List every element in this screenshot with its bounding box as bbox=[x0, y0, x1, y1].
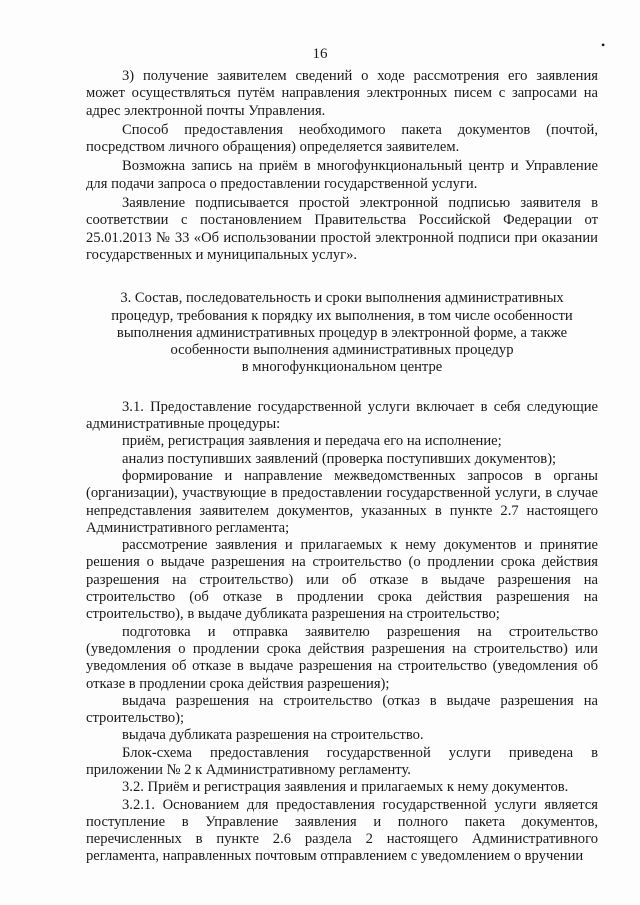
paragraph-3-2-1: 3.2.1. Основанием для предоставления государственной услуги является поступление в Управление заявления и полного пакета документов, перечисленных в пункте 2.6 раздела 2 настоящего Административного регламента, направленных почтовым отправлением с уведомлением о вручении bbox=[86, 796, 598, 865]
paragraph-tracking-info: 3) получение заявителем сведений о ходе рассмотрения его заявления может осуществляться путём направления электронных писем с запросами на адрес электронной почты Управления. bbox=[86, 68, 598, 119]
scan-mark: • bbox=[601, 38, 606, 52]
section-heading-line: в многофункциональном центре bbox=[241, 359, 443, 376]
section-heading bbox=[92, 290, 592, 376]
list-item: формирование и направление межведомственных запросов в органы (организации), участвующие в предоставлении государственной услуги, в случае непредставления заявителем документов, указанных в пункте 2.7 настоящего Административного регламента; bbox=[86, 467, 598, 536]
paragraph-3-1: 3.1. Предоставление государственной услуги включает в себя следующие административные процедуры: bbox=[86, 398, 598, 433]
section-heading-line: выполнения административных процедур в электронной форме, а также bbox=[116, 324, 568, 341]
list-item: приём, регистрация заявления и передача его на исполнение; bbox=[122, 433, 502, 450]
paragraph-flowchart: Блок-схема предоставления государственной услуги приведена в приложении № 2 к Административному регламенту. bbox=[86, 744, 598, 778]
section-heading-line: процедур, требования к порядку их выполнения, в том числе особенности bbox=[111, 307, 573, 324]
list-item: выдача разрешения на строительство (отказ в выдаче разрешения на строительство); bbox=[86, 692, 598, 727]
section-heading-line: особенности выполнения административных процедур bbox=[170, 342, 514, 359]
section-heading-line: 3. Состав, последовательность и сроки выполнения административных bbox=[120, 290, 564, 307]
paragraph-submission-method: Способ предоставления необходимого пакета документов (почтой, посредством личного обращения) определяется заявителем. bbox=[86, 121, 598, 156]
paragraph-3-2: 3.2. Приём и регистрация заявления и прилагаемых к нему документов. bbox=[122, 779, 569, 796]
list-item: выдача дубликата разрешения на строительство. bbox=[122, 727, 424, 744]
list-item: анализ поступивших заявлений (проверка поступивших документов); bbox=[122, 450, 557, 467]
paragraph-electronic-signature: Заявление подписывается простой электронной подписью заявителя в соответствии с постановлением Правительства Российской Федерации от 25.01.2013 № 33 «Об использовании простой электронной подписи при оказании государственных и муниципальных услуг». bbox=[86, 195, 598, 263]
page-number: 16 bbox=[312, 46, 328, 62]
list-item: подготовка и отправка заявителю разрешения на строительство (уведомления о продлении срока действия разрешения на строительство) или уведомления об отказе в выдаче разрешения на строительство (уведомления об отказе в продлении срока действия разрешения); bbox=[86, 623, 598, 692]
document-body bbox=[86, 68, 598, 866]
paragraph-appointment: Возможна запись на приём в многофункциональный центр и Управление для подачи запроса о предоставлении государственной услуги. bbox=[86, 158, 598, 192]
list-item: рассмотрение заявления и прилагаемых к нему документов и принятие решения о выдаче разрешения на строительство (о продлении срока действия разрешения на строительство) или об отказе в выдаче разрешения на строительство (об отказе в продлении срока действия разрешения на строительство), в выдаче дубликата разрешения на строительство; bbox=[86, 537, 598, 623]
